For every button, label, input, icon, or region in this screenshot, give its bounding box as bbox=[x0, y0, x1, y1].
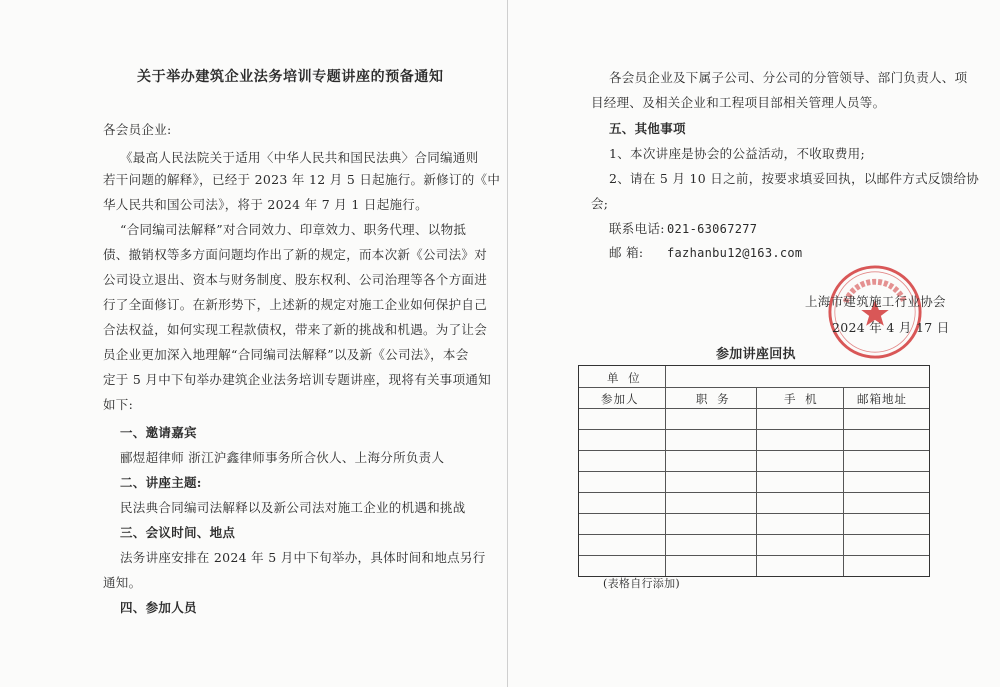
row-line bbox=[579, 513, 929, 514]
section-heading: 四、参加人员 bbox=[120, 600, 197, 615]
reply-form-title: 参加讲座回执 bbox=[716, 347, 796, 362]
reply-table bbox=[578, 365, 930, 577]
issuer-name: 上海市建筑施工行业协会 bbox=[805, 294, 946, 309]
col-divider bbox=[756, 387, 757, 576]
row-line bbox=[579, 492, 929, 493]
para2-line: 行了全面修订。在新形势下，上述新的规定对施工企业如何保护自己 bbox=[103, 297, 488, 312]
row-line bbox=[579, 555, 929, 556]
col-header-position: 职 务 bbox=[696, 392, 732, 406]
sec5-item: 1、本次讲座是协会的公益活动，不收取费用; bbox=[609, 146, 865, 161]
para1-line: 华人民共和国公司法》，将于 2024 年 7 月 1 日起施行。 bbox=[103, 197, 428, 212]
para1-line: 《最高人民法院关于适用〈中华人民共和国民法典〉合同编通则 bbox=[120, 150, 479, 165]
sec5-item: 会; bbox=[591, 196, 609, 211]
section-heading: 二、讲座主题: bbox=[120, 475, 202, 490]
section-heading: 五、其他事项 bbox=[609, 121, 686, 136]
section-heading: 三、会议时间、地点 bbox=[120, 525, 236, 540]
email-value: fazhanbu12@163.com bbox=[667, 246, 803, 260]
row-line bbox=[579, 429, 929, 430]
sec5-item: 2、请在 5 月 10 日之前，按要求填妥回执，以邮件方式反馈给协 bbox=[609, 171, 980, 186]
phone-value: 021-63067277 bbox=[667, 222, 758, 236]
phone-label: 联系电话: bbox=[609, 221, 665, 236]
section-body: 民法典合同编司法解释以及新公司法对施工企业的机遇和挑战 bbox=[120, 500, 466, 515]
para2-line: 定于 5 月中下旬举办建筑企业法务培训专题讲座，现将有关事项通知 bbox=[103, 372, 492, 387]
section-heading: 一、邀请嘉宾 bbox=[120, 425, 197, 440]
row-line bbox=[579, 534, 929, 535]
sec4-body-line: 目经理、及相关企业和工程项目部相关管理人员等。 bbox=[591, 95, 886, 110]
para2-line: 公司设立退出、资本与财务制度、股东权利、公司治理等各个方面进 bbox=[103, 272, 488, 287]
unit-label: 单 位 bbox=[607, 371, 643, 385]
para2-line: 员企业更加深入地理解“合同编司法解释”以及新《公司法》，本会 bbox=[103, 347, 469, 362]
para2-line: 如下: bbox=[103, 397, 134, 412]
para2-line: 合法权益，如何实现工程款债权，带来了新的挑战和机遇。为了让会 bbox=[103, 322, 488, 337]
para2-line: “合同编司法解释”对合同效力、印章效力、职务代理、以物抵 bbox=[120, 222, 467, 237]
col-divider bbox=[843, 387, 844, 576]
para1-line: 若干问题的解释》，已经于 2023 年 12 月 5 日起施行。新修订的《中 bbox=[103, 172, 501, 187]
table-note: (表格自行添加) bbox=[603, 577, 680, 590]
official-seal bbox=[826, 263, 924, 361]
section-body: 法务讲座安排在 2024 年 5 月中下旬举办，具体时间和地点另行 bbox=[120, 550, 486, 565]
email-label: 邮 箱: bbox=[609, 245, 644, 260]
para2-line: 债、撤销权等多方面问题均作出了新的规定，而本次新《公司法》对 bbox=[103, 247, 488, 262]
row-line bbox=[579, 471, 929, 472]
row-line bbox=[579, 450, 929, 451]
section-body: 通知。 bbox=[103, 575, 142, 590]
col-header-email: 邮箱地址 bbox=[857, 392, 907, 406]
notice-title: 关于举办建筑企业法务培训专题讲座的预备通知 bbox=[137, 69, 444, 85]
row-line bbox=[579, 408, 929, 409]
salutation: 各会员企业: bbox=[103, 122, 172, 137]
row-line bbox=[579, 387, 929, 388]
section-body: 郦煜超律师 浙江沪鑫律师事务所合伙人、上海分所负责人 bbox=[120, 450, 445, 465]
sec4-body-line: 各会员企业及下属子公司、分公司的分管领导、部门负责人、项 bbox=[609, 70, 968, 85]
col-header-mobile: 手 机 bbox=[784, 392, 820, 406]
page-divider bbox=[507, 0, 508, 687]
col-header-participant: 参加人 bbox=[601, 392, 639, 406]
issue-date: 2024 年 4 月 17 日 bbox=[832, 320, 950, 335]
